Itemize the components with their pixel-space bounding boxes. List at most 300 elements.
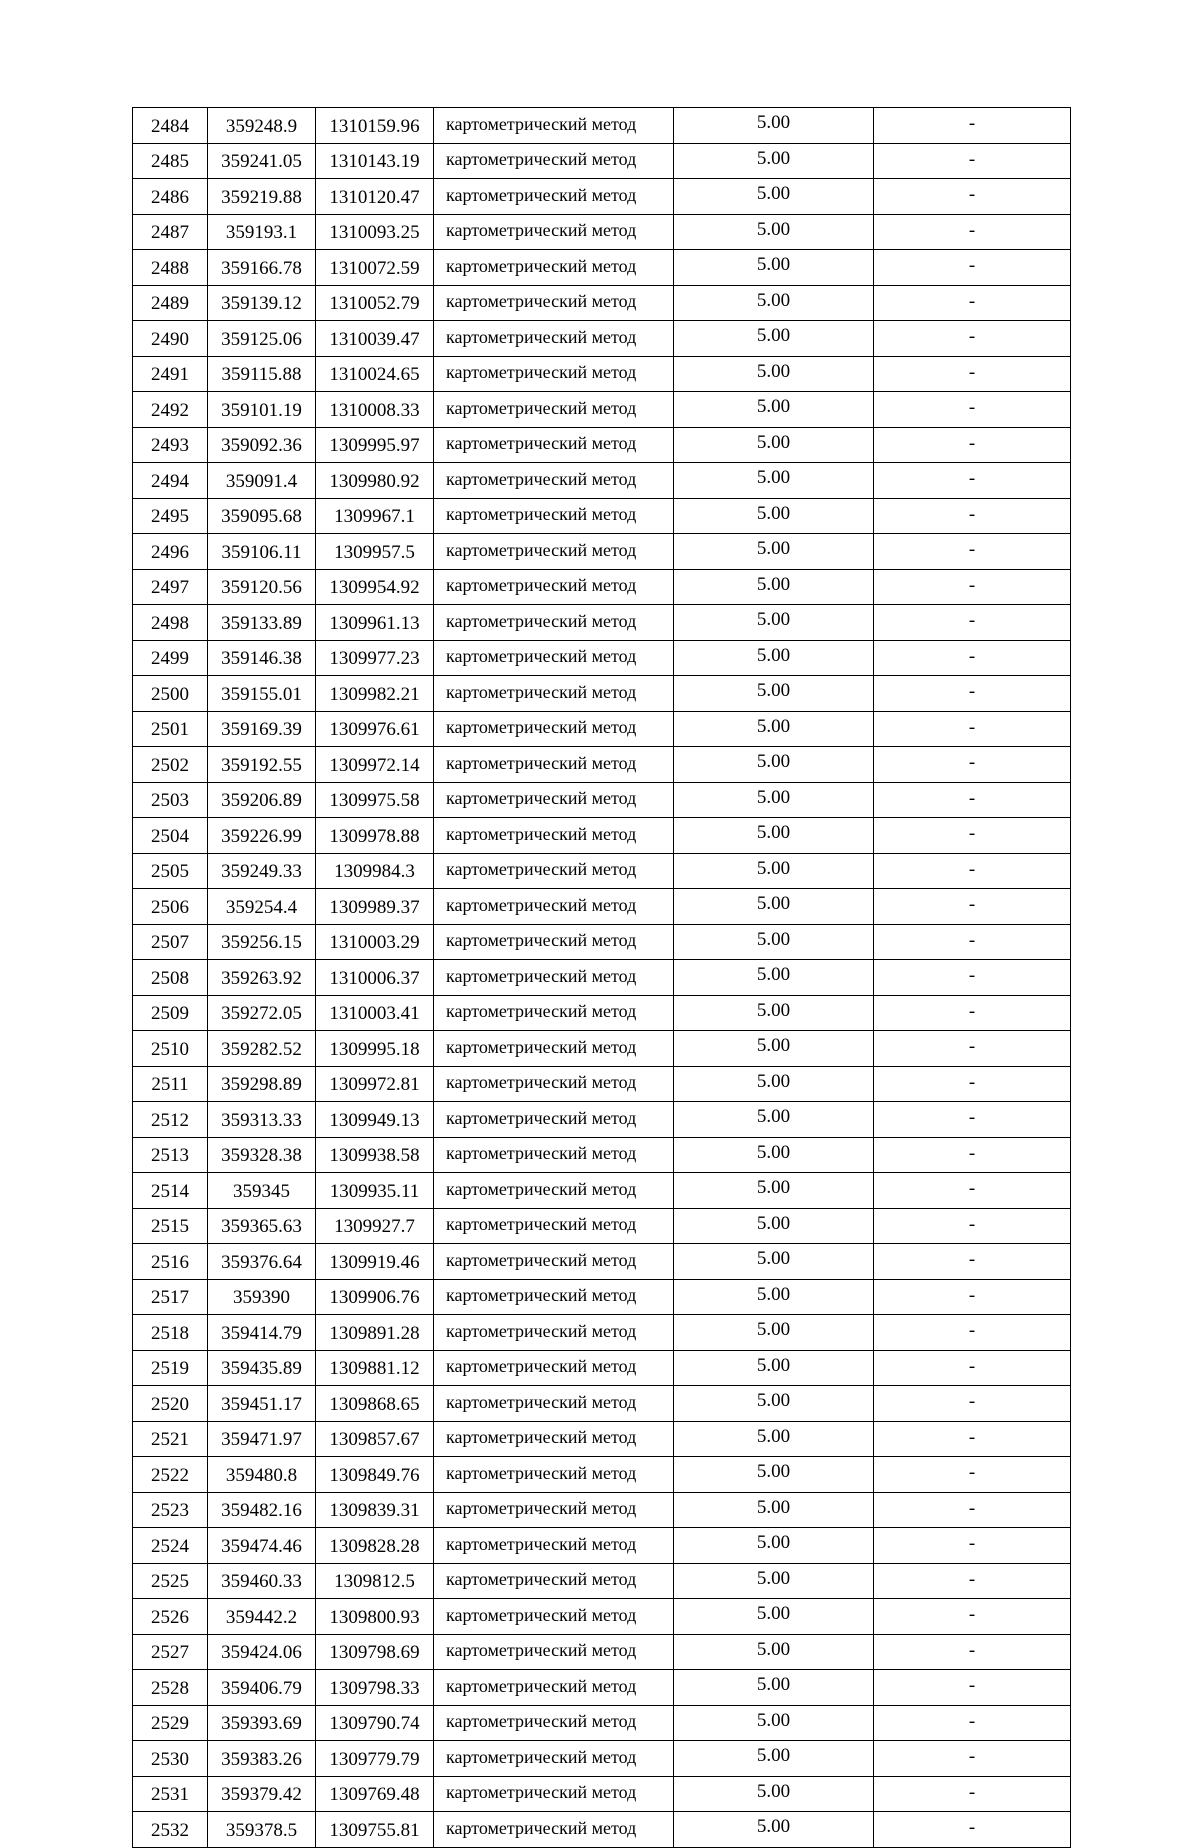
method-cell: картометрический метод (434, 250, 674, 286)
table-row (133, 711, 1071, 747)
description-cell: - (874, 392, 1071, 428)
x-coordinate-cell: 359406.79 (208, 1670, 316, 1706)
table-row (133, 1457, 1071, 1493)
table-row (133, 108, 1071, 144)
y-coordinate-cell: 1310143.19 (316, 143, 434, 179)
accuracy-cell: 5.00 (674, 250, 874, 286)
description-cell: - (874, 1776, 1071, 1812)
table-row (133, 676, 1071, 712)
method-cell: картометрический метод (434, 179, 674, 215)
x-coordinate-cell: 359378.5 (208, 1812, 316, 1848)
description-cell: - (874, 1492, 1071, 1528)
accuracy-cell: 5.00 (674, 605, 874, 641)
description-cell: - (874, 108, 1071, 144)
method-cell: картометрический метод (434, 1102, 674, 1138)
table-row (133, 1563, 1071, 1599)
description-cell: - (874, 995, 1071, 1031)
x-coordinate-cell: 359365.63 (208, 1208, 316, 1244)
description-cell: - (874, 818, 1071, 854)
point-number-cell: 2493 (133, 427, 208, 463)
table-row (133, 1812, 1071, 1848)
description-cell: - (874, 285, 1071, 321)
x-coordinate-cell: 359442.2 (208, 1599, 316, 1635)
description-cell: - (874, 1279, 1071, 1315)
method-cell: картометрический метод (434, 1812, 674, 1848)
description-cell: - (874, 1599, 1071, 1635)
point-number-cell: 2485 (133, 143, 208, 179)
table-row (133, 1492, 1071, 1528)
description-cell: - (874, 1173, 1071, 1209)
point-number-cell: 2512 (133, 1102, 208, 1138)
accuracy-cell: 5.00 (674, 1421, 874, 1457)
accuracy-cell: 5.00 (674, 356, 874, 392)
y-coordinate-cell: 1309984.3 (316, 853, 434, 889)
x-coordinate-cell: 359092.36 (208, 427, 316, 463)
x-coordinate-cell: 359345 (208, 1173, 316, 1209)
point-number-cell: 2490 (133, 321, 208, 357)
x-coordinate-cell: 359263.92 (208, 960, 316, 996)
y-coordinate-cell: 1309972.14 (316, 747, 434, 783)
method-cell: картометрический метод (434, 1599, 674, 1635)
description-cell: - (874, 605, 1071, 641)
table-row (133, 463, 1071, 499)
accuracy-cell: 5.00 (674, 711, 874, 747)
method-cell: картометрический метод (434, 818, 674, 854)
accuracy-cell: 5.00 (674, 1563, 874, 1599)
point-number-cell: 2503 (133, 782, 208, 818)
point-number-cell: 2532 (133, 1812, 208, 1848)
method-cell: картометрический метод (434, 1421, 674, 1457)
method-cell: картометрический метод (434, 498, 674, 534)
x-coordinate-cell: 359272.05 (208, 995, 316, 1031)
method-cell: картометрический метод (434, 1244, 674, 1280)
method-cell: картометрический метод (434, 1528, 674, 1564)
method-cell: картометрический метод (434, 1670, 674, 1706)
x-coordinate-cell: 359101.19 (208, 392, 316, 428)
accuracy-cell: 5.00 (674, 427, 874, 463)
table-row (133, 1421, 1071, 1457)
y-coordinate-cell: 1309961.13 (316, 605, 434, 641)
method-cell: картометрический метод (434, 1457, 674, 1493)
method-cell: картометрический метод (434, 1386, 674, 1422)
accuracy-cell: 5.00 (674, 1244, 874, 1280)
x-coordinate-cell: 359254.4 (208, 889, 316, 925)
x-coordinate-cell: 359471.97 (208, 1421, 316, 1457)
point-number-cell: 2518 (133, 1315, 208, 1351)
description-cell: - (874, 534, 1071, 570)
description-cell: - (874, 1244, 1071, 1280)
y-coordinate-cell: 1310006.37 (316, 960, 434, 996)
method-cell: картометрический метод (434, 143, 674, 179)
description-cell: - (874, 321, 1071, 357)
method-cell: картометрический метод (434, 640, 674, 676)
description-cell: - (874, 143, 1071, 179)
accuracy-cell: 5.00 (674, 1031, 874, 1067)
y-coordinate-cell: 1309977.23 (316, 640, 434, 676)
x-coordinate-cell: 359282.52 (208, 1031, 316, 1067)
description-cell: - (874, 924, 1071, 960)
table-row (133, 889, 1071, 925)
y-coordinate-cell: 1309798.33 (316, 1670, 434, 1706)
accuracy-cell: 5.00 (674, 1705, 874, 1741)
y-coordinate-cell: 1310072.59 (316, 250, 434, 286)
point-number-cell: 2510 (133, 1031, 208, 1067)
accuracy-cell: 5.00 (674, 1173, 874, 1209)
table-row (133, 818, 1071, 854)
accuracy-cell: 5.00 (674, 285, 874, 321)
description-cell: - (874, 569, 1071, 605)
y-coordinate-cell: 1309779.79 (316, 1741, 434, 1777)
accuracy-cell: 5.00 (674, 1599, 874, 1635)
x-coordinate-cell: 359248.9 (208, 108, 316, 144)
description-cell: - (874, 960, 1071, 996)
method-cell: картометрический метод (434, 356, 674, 392)
x-coordinate-cell: 359091.4 (208, 463, 316, 499)
y-coordinate-cell: 1309935.11 (316, 1173, 434, 1209)
accuracy-cell: 5.00 (674, 1670, 874, 1706)
method-cell: картометрический метод (434, 569, 674, 605)
y-coordinate-cell: 1309755.81 (316, 1812, 434, 1848)
accuracy-cell: 5.00 (674, 1528, 874, 1564)
method-cell: картометрический метод (434, 1776, 674, 1812)
method-cell: картометрический метод (434, 1173, 674, 1209)
table-row (133, 782, 1071, 818)
y-coordinate-cell: 1309954.92 (316, 569, 434, 605)
point-number-cell: 2495 (133, 498, 208, 534)
description-cell: - (874, 250, 1071, 286)
table-row (133, 1244, 1071, 1280)
x-coordinate-cell: 359390 (208, 1279, 316, 1315)
description-cell: - (874, 1137, 1071, 1173)
method-cell: картометрический метод (434, 853, 674, 889)
point-number-cell: 2501 (133, 711, 208, 747)
point-number-cell: 2504 (133, 818, 208, 854)
x-coordinate-cell: 359383.26 (208, 1741, 316, 1777)
y-coordinate-cell: 1309978.88 (316, 818, 434, 854)
method-cell: картометрический метод (434, 711, 674, 747)
method-cell: картометрический метод (434, 392, 674, 428)
method-cell: картометрический метод (434, 1350, 674, 1386)
point-number-cell: 2484 (133, 108, 208, 144)
table-row (133, 1173, 1071, 1209)
accuracy-cell: 5.00 (674, 1457, 874, 1493)
point-number-cell: 2516 (133, 1244, 208, 1280)
accuracy-cell: 5.00 (674, 640, 874, 676)
y-coordinate-cell: 1310003.41 (316, 995, 434, 1031)
table-row (133, 1208, 1071, 1244)
description-cell: - (874, 640, 1071, 676)
y-coordinate-cell: 1309949.13 (316, 1102, 434, 1138)
description-cell: - (874, 1031, 1071, 1067)
y-coordinate-cell: 1309790.74 (316, 1705, 434, 1741)
point-number-cell: 2497 (133, 569, 208, 605)
y-coordinate-cell: 1309967.1 (316, 498, 434, 534)
accuracy-cell: 5.00 (674, 534, 874, 570)
description-cell: - (874, 1208, 1071, 1244)
x-coordinate-cell: 359424.06 (208, 1634, 316, 1670)
x-coordinate-cell: 359139.12 (208, 285, 316, 321)
point-number-cell: 2489 (133, 285, 208, 321)
description-cell: - (874, 747, 1071, 783)
y-coordinate-cell: 1309839.31 (316, 1492, 434, 1528)
accuracy-cell: 5.00 (674, 1137, 874, 1173)
method-cell: картометрический метод (434, 463, 674, 499)
method-cell: картометрический метод (434, 1066, 674, 1102)
point-number-cell: 2515 (133, 1208, 208, 1244)
description-cell: - (874, 1563, 1071, 1599)
method-cell: картометрический метод (434, 1741, 674, 1777)
description-cell: - (874, 1386, 1071, 1422)
y-coordinate-cell: 1309906.76 (316, 1279, 434, 1315)
x-coordinate-cell: 359414.79 (208, 1315, 316, 1351)
point-number-cell: 2491 (133, 356, 208, 392)
table-row (133, 960, 1071, 996)
description-cell: - (874, 889, 1071, 925)
y-coordinate-cell: 1309927.7 (316, 1208, 434, 1244)
accuracy-cell: 5.00 (674, 960, 874, 996)
accuracy-cell: 5.00 (674, 818, 874, 854)
method-cell: картометрический метод (434, 214, 674, 250)
description-cell: - (874, 782, 1071, 818)
point-number-cell: 2499 (133, 640, 208, 676)
method-cell: картометрический метод (434, 1705, 674, 1741)
point-number-cell: 2498 (133, 605, 208, 641)
method-cell: картометрический метод (434, 108, 674, 144)
x-coordinate-cell: 359106.11 (208, 534, 316, 570)
accuracy-cell: 5.00 (674, 463, 874, 499)
x-coordinate-cell: 359298.89 (208, 1066, 316, 1102)
point-number-cell: 2508 (133, 960, 208, 996)
x-coordinate-cell: 359256.15 (208, 924, 316, 960)
point-number-cell: 2511 (133, 1066, 208, 1102)
method-cell: картометрический метод (434, 1563, 674, 1599)
y-coordinate-cell: 1309982.21 (316, 676, 434, 712)
point-number-cell: 2525 (133, 1563, 208, 1599)
accuracy-cell: 5.00 (674, 889, 874, 925)
y-coordinate-cell: 1309891.28 (316, 1315, 434, 1351)
accuracy-cell: 5.00 (674, 1279, 874, 1315)
accuracy-cell: 5.00 (674, 179, 874, 215)
table-row (133, 356, 1071, 392)
coordinates-table (132, 107, 1071, 1848)
table-row (133, 534, 1071, 570)
point-number-cell: 2488 (133, 250, 208, 286)
x-coordinate-cell: 359166.78 (208, 250, 316, 286)
point-number-cell: 2487 (133, 214, 208, 250)
accuracy-cell: 5.00 (674, 1208, 874, 1244)
y-coordinate-cell: 1309828.28 (316, 1528, 434, 1564)
point-number-cell: 2522 (133, 1457, 208, 1493)
point-number-cell: 2500 (133, 676, 208, 712)
y-coordinate-cell: 1309919.46 (316, 1244, 434, 1280)
table-row (133, 1776, 1071, 1812)
accuracy-cell: 5.00 (674, 1102, 874, 1138)
x-coordinate-cell: 359435.89 (208, 1350, 316, 1386)
method-cell: картометрический метод (434, 1315, 674, 1351)
x-coordinate-cell: 359451.17 (208, 1386, 316, 1422)
point-number-cell: 2513 (133, 1137, 208, 1173)
point-number-cell: 2502 (133, 747, 208, 783)
table-row (133, 285, 1071, 321)
table-row (133, 747, 1071, 783)
method-cell: картометрический метод (434, 321, 674, 357)
accuracy-cell: 5.00 (674, 747, 874, 783)
y-coordinate-cell: 1309980.92 (316, 463, 434, 499)
accuracy-cell: 5.00 (674, 924, 874, 960)
table-row (133, 995, 1071, 1031)
method-cell: картометрический метод (434, 605, 674, 641)
x-coordinate-cell: 359474.46 (208, 1528, 316, 1564)
y-coordinate-cell: 1309975.58 (316, 782, 434, 818)
description-cell: - (874, 214, 1071, 250)
accuracy-cell: 5.00 (674, 853, 874, 889)
table-row (133, 1350, 1071, 1386)
point-number-cell: 2524 (133, 1528, 208, 1564)
table-row (133, 214, 1071, 250)
y-coordinate-cell: 1310093.25 (316, 214, 434, 250)
x-coordinate-cell: 359146.38 (208, 640, 316, 676)
y-coordinate-cell: 1309857.67 (316, 1421, 434, 1457)
method-cell: картометрический метод (434, 1492, 674, 1528)
method-cell: картометрический метод (434, 960, 674, 996)
y-coordinate-cell: 1309881.12 (316, 1350, 434, 1386)
x-coordinate-cell: 359328.38 (208, 1137, 316, 1173)
accuracy-cell: 5.00 (674, 1066, 874, 1102)
method-cell: картометрический метод (434, 1279, 674, 1315)
description-cell: - (874, 1350, 1071, 1386)
description-cell: - (874, 711, 1071, 747)
table-row (133, 640, 1071, 676)
description-cell: - (874, 1528, 1071, 1564)
method-cell: картометрический метод (434, 1031, 674, 1067)
x-coordinate-cell: 359095.68 (208, 498, 316, 534)
table-row (133, 605, 1071, 641)
description-cell: - (874, 463, 1071, 499)
accuracy-cell: 5.00 (674, 392, 874, 428)
table-row (133, 498, 1071, 534)
x-coordinate-cell: 359393.69 (208, 1705, 316, 1741)
point-number-cell: 2527 (133, 1634, 208, 1670)
accuracy-cell: 5.00 (674, 214, 874, 250)
accuracy-cell: 5.00 (674, 143, 874, 179)
table-row (133, 1634, 1071, 1670)
x-coordinate-cell: 359379.42 (208, 1776, 316, 1812)
table-row (133, 1066, 1071, 1102)
x-coordinate-cell: 359313.33 (208, 1102, 316, 1138)
description-cell: - (874, 1670, 1071, 1706)
table-row (133, 1102, 1071, 1138)
accuracy-cell: 5.00 (674, 1741, 874, 1777)
x-coordinate-cell: 359480.8 (208, 1457, 316, 1493)
table-row (133, 1315, 1071, 1351)
accuracy-cell: 5.00 (674, 1350, 874, 1386)
x-coordinate-cell: 359120.56 (208, 569, 316, 605)
description-cell: - (874, 356, 1071, 392)
table-row (133, 1705, 1071, 1741)
method-cell: картометрический метод (434, 1137, 674, 1173)
point-number-cell: 2505 (133, 853, 208, 889)
description-cell: - (874, 1741, 1071, 1777)
accuracy-cell: 5.00 (674, 1386, 874, 1422)
x-coordinate-cell: 359125.06 (208, 321, 316, 357)
method-cell: картометрический метод (434, 285, 674, 321)
x-coordinate-cell: 359460.33 (208, 1563, 316, 1599)
table-row (133, 1137, 1071, 1173)
y-coordinate-cell: 1310039.47 (316, 321, 434, 357)
table-row (133, 924, 1071, 960)
point-number-cell: 2528 (133, 1670, 208, 1706)
accuracy-cell: 5.00 (674, 995, 874, 1031)
accuracy-cell: 5.00 (674, 321, 874, 357)
point-number-cell: 2496 (133, 534, 208, 570)
description-cell: - (874, 1066, 1071, 1102)
description-cell: - (874, 179, 1071, 215)
y-coordinate-cell: 1310120.47 (316, 179, 434, 215)
point-number-cell: 2519 (133, 1350, 208, 1386)
description-cell: - (874, 498, 1071, 534)
table-row (133, 1670, 1071, 1706)
description-cell: - (874, 1315, 1071, 1351)
table-row (133, 1528, 1071, 1564)
point-number-cell: 2486 (133, 179, 208, 215)
x-coordinate-cell: 359376.64 (208, 1244, 316, 1280)
point-number-cell: 2492 (133, 392, 208, 428)
accuracy-cell: 5.00 (674, 108, 874, 144)
table-row (133, 1279, 1071, 1315)
point-number-cell: 2517 (133, 1279, 208, 1315)
y-coordinate-cell: 1310008.33 (316, 392, 434, 428)
accuracy-cell: 5.00 (674, 1812, 874, 1848)
accuracy-cell: 5.00 (674, 1315, 874, 1351)
x-coordinate-cell: 359219.88 (208, 179, 316, 215)
point-number-cell: 2521 (133, 1421, 208, 1457)
point-number-cell: 2507 (133, 924, 208, 960)
x-coordinate-cell: 359192.55 (208, 747, 316, 783)
accuracy-cell: 5.00 (674, 1492, 874, 1528)
x-coordinate-cell: 359249.33 (208, 853, 316, 889)
x-coordinate-cell: 359482.16 (208, 1492, 316, 1528)
coordinates-table-body (133, 108, 1071, 1848)
accuracy-cell: 5.00 (674, 676, 874, 712)
table-row (133, 427, 1071, 463)
point-number-cell: 2529 (133, 1705, 208, 1741)
y-coordinate-cell: 1310159.96 (316, 108, 434, 144)
accuracy-cell: 5.00 (674, 782, 874, 818)
x-coordinate-cell: 359133.89 (208, 605, 316, 641)
method-cell: картометрический метод (434, 1208, 674, 1244)
x-coordinate-cell: 359226.99 (208, 818, 316, 854)
accuracy-cell: 5.00 (674, 1634, 874, 1670)
y-coordinate-cell: 1309812.5 (316, 1563, 434, 1599)
y-coordinate-cell: 1309938.58 (316, 1137, 434, 1173)
table-row (133, 250, 1071, 286)
accuracy-cell: 5.00 (674, 569, 874, 605)
table-row (133, 179, 1071, 215)
method-cell: картометрический метод (434, 782, 674, 818)
y-coordinate-cell: 1309989.37 (316, 889, 434, 925)
table-row (133, 1386, 1071, 1422)
description-cell: - (874, 1812, 1071, 1848)
x-coordinate-cell: 359155.01 (208, 676, 316, 712)
y-coordinate-cell: 1310024.65 (316, 356, 434, 392)
y-coordinate-cell: 1309798.69 (316, 1634, 434, 1670)
description-cell: - (874, 427, 1071, 463)
x-coordinate-cell: 359241.05 (208, 143, 316, 179)
y-coordinate-cell: 1310003.29 (316, 924, 434, 960)
method-cell: картометрический метод (434, 427, 674, 463)
table-row (133, 1031, 1071, 1067)
y-coordinate-cell: 1309995.97 (316, 427, 434, 463)
